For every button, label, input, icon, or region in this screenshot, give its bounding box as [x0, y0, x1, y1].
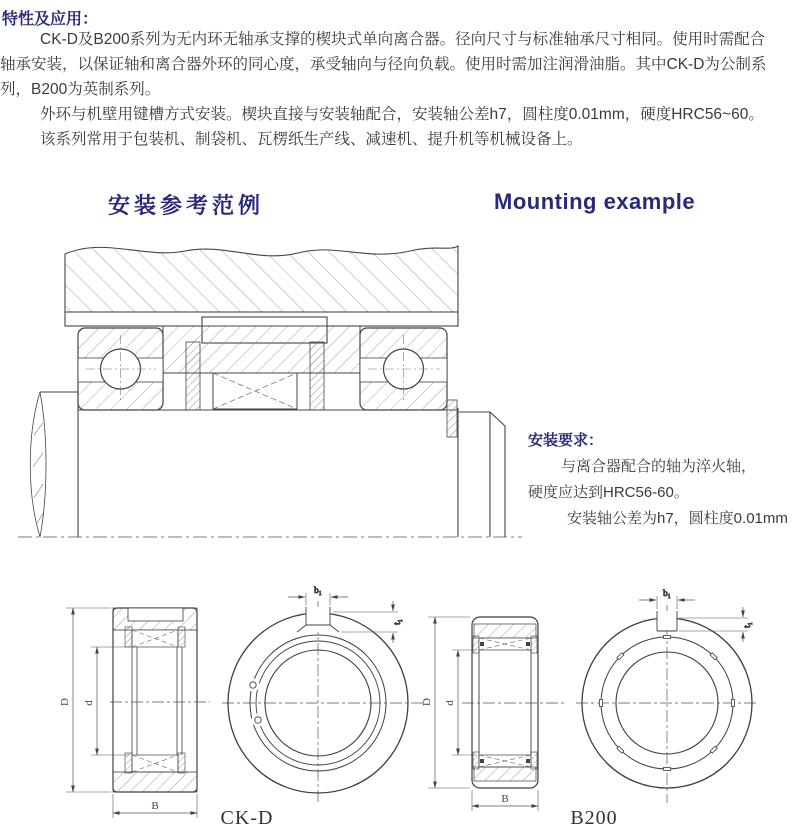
ckd-caption: CK-D: [220, 807, 274, 825]
dim-label-t1: t₁: [742, 622, 752, 628]
dim-label-b1: b₁: [314, 585, 322, 595]
heading-mounting-example-en: Mounting example: [494, 189, 696, 214]
b200-section-view: [421, 617, 565, 811]
seal-block: [480, 759, 484, 763]
ckd-dim-t: [333, 601, 402, 643]
installation-requirements-title: 安装要求：: [528, 432, 604, 449]
seal-block: [526, 759, 530, 763]
snap-ring: [447, 400, 457, 437]
ckd-keyway-front: [297, 607, 339, 632]
feature-paragraph: [0, 27, 800, 152]
page-title: 特性及应用：: [2, 11, 99, 28]
dim-label-d: d: [444, 700, 456, 706]
clutch-side-plate-right: [310, 342, 324, 410]
dim-label-D: D: [421, 698, 433, 706]
feature-paragraph-line: 外环与机壁用键槽方式安装。楔块直接与安装轴配合，安装轴公差h7，圆柱度0.01mm，硬度HRC56~60。: [40, 106, 764, 123]
product-dimension-drawings: [0, 565, 800, 825]
ckd-section-view: [59, 608, 210, 818]
installation-note-line: 与离合器配合的轴为淬火轴，: [561, 458, 757, 475]
seal-block: [526, 642, 530, 646]
dim-label-B: B: [501, 793, 509, 805]
b200-dim-B: [472, 790, 538, 811]
b200-dim-t: [679, 607, 752, 642]
installation-note-line: 安装轴公差为h7，圆柱度0.01mm: [567, 510, 788, 527]
dim-label-B: B: [151, 800, 159, 812]
b200-front-view: [576, 588, 758, 803]
shaft-section: [30, 392, 505, 537]
ckd-dim-B: [113, 794, 197, 818]
seal-block: [480, 642, 484, 646]
dim-label-D: D: [59, 698, 71, 706]
ball-bearing-left: [78, 328, 163, 410]
dim-label-d: d: [83, 700, 95, 706]
installation-requirements: [528, 428, 800, 532]
clutch-assembly-section: [163, 326, 360, 410]
ckd-front-view: [222, 585, 424, 805]
dim-label-t1: t₁: [392, 619, 402, 625]
feature-paragraph-line: 该系列常用于包装机、制袋机、瓦楞纸生产线、减速机、提升机等机械设备上。: [40, 131, 583, 148]
feature-paragraph-line: CK-D及B200系列为无内环无轴承支撑的楔块式单向离合器。径向尺寸与标准轴承尺寸相同。使用时需配合: [40, 31, 766, 48]
feature-paragraph-line: 列，B200为英制系列。: [0, 81, 161, 98]
installation-note-line: 硬度应达到HRC56-60。: [528, 484, 689, 501]
mounting-cross-section-drawing: [10, 230, 530, 555]
heading-installation-example-zh: 安装参考范例: [108, 193, 265, 218]
ckd-keyway-section: [128, 608, 183, 621]
clutch-side-plate-left: [186, 342, 200, 410]
ckd-dim-D: [59, 608, 111, 792]
ball-bearing-right: [360, 328, 447, 410]
dim-label-b1: b₁: [663, 588, 671, 598]
shaft-break-symbol: [30, 392, 46, 537]
b200-caption: B200: [570, 807, 618, 825]
feature-paragraph-line: 轴承安装，以保证轴和离合器外环的同心度，承受轴向与径向负载。使用时需加注润滑油脂。其中CK-D为公制系: [0, 56, 767, 73]
b200-keyway-front: [657, 611, 677, 631]
